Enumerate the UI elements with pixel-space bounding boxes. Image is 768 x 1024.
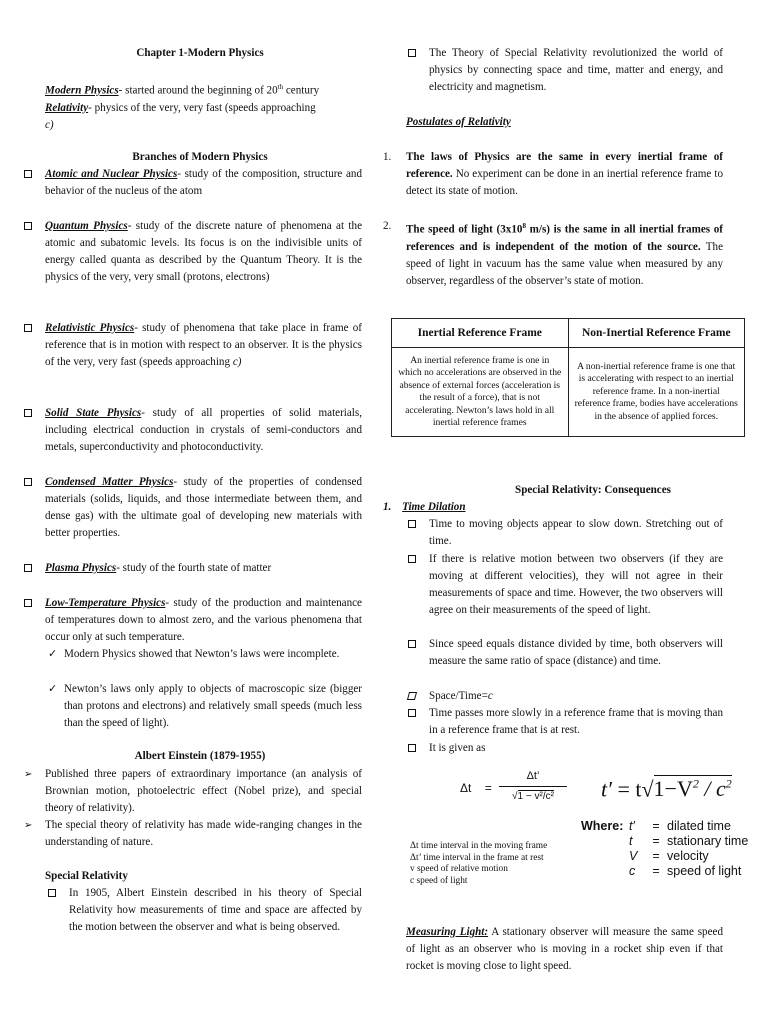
branch-plasma <box>24 560 362 577</box>
where-row <box>629 819 764 834</box>
table-cell: A non-inertial reference frame is one that is accelerating with respect to an inertial reference frame. In a non-inertial reference frame, bodies have accelerations in the absence of applied forces. <box>568 348 745 437</box>
branch-term: Atomic and Nuclear Physics <box>45 168 178 180</box>
time-dilation-number: 1. <box>383 501 392 513</box>
chapter-title: Chapter 1-Modern Physics <box>136 47 264 59</box>
modern-physics-definition <box>45 79 365 134</box>
branch-def: study of the properties of condensed materials (solids, liquids, and those intermediate between them, and dense gas) with the ultimate goal of developing new materials with better properties. <box>45 476 362 539</box>
einstein-point-text: Published three papers of extraordinary importance (an analysis of Brownian motion, photoelectric effect (Nobel prize), and special theory of relativity). <box>45 768 362 814</box>
checkbox-bullet-icon <box>408 640 416 648</box>
branch-def: study of the fourth state of matter <box>119 562 272 574</box>
where-row <box>629 864 764 879</box>
einstein-point-2 <box>24 817 362 851</box>
branch-term: Condensed Matter Physics <box>45 476 174 488</box>
branch-term: Quantum Physics <box>45 220 128 232</box>
where-label: Where: <box>581 819 624 833</box>
td-item-1 <box>408 516 723 550</box>
measuring-light-text: A stationary observer will measure the same speed of light as an observer who is moving in a rocket ship even if that rocket is moving close to light speed. <box>406 926 723 972</box>
modern-physics-term: Modern Physics <box>45 84 119 97</box>
einstein-heading: Albert Einstein (1879-1955) <box>134 750 266 762</box>
where-desc: speed of light <box>667 864 742 878</box>
where-row <box>629 834 764 849</box>
table-header: Non-Inertial Reference Frame <box>568 319 745 348</box>
td-item-text: Time passes more slowly in a reference frame that is moving than in a reference frame that is at rest. <box>429 707 723 736</box>
postulates-heading: Postulates of Relativity <box>406 116 511 128</box>
fraction-bar <box>499 786 567 787</box>
postulate-number: 1. <box>383 151 392 163</box>
td-item-3 <box>408 636 723 670</box>
einstein-point-text: The special theory of relativity has made wide-ranging changes in the understanding of nature. <box>45 819 362 848</box>
td-item-5 <box>408 705 723 739</box>
td-item-c: c <box>487 690 493 702</box>
branch-sep: - <box>141 407 145 419</box>
check-item-2 <box>48 681 362 732</box>
checkbox-bullet-icon <box>24 478 32 486</box>
branch-sep: - <box>116 562 120 574</box>
measuring-light <box>406 924 723 975</box>
formula-equals: = <box>484 781 492 795</box>
einstein-point-1 <box>24 766 362 817</box>
where-symbol: t′ <box>629 819 635 833</box>
ordinal-sup: th <box>277 83 284 91</box>
branch-atomic-nuclear <box>24 166 362 200</box>
formula-fraction <box>499 768 567 805</box>
checkbox-bullet-icon <box>408 709 416 717</box>
frames-table <box>391 318 745 437</box>
modern-physics-def: - started around the beginning of 20 <box>118 84 278 97</box>
time-dilation-title: Time Dilation <box>402 501 466 513</box>
check-item-text: Newton’s laws only apply to objects of macroscopic size (bigger than protons and electrons) and relatively small speeds (much less than the speed of light). <box>64 683 362 729</box>
formula-lhs <box>460 780 492 797</box>
measuring-light-term: Measuring Light: <box>406 926 489 938</box>
checkbox-bullet-icon <box>24 599 32 607</box>
special-relativity-heading: Special Relativity <box>45 870 128 882</box>
legend-line: c speed of light <box>410 875 468 886</box>
branch-def: study of all properties of solid materials, including electrical conduction in crystals of semi-conductors and metals, superconductivity and photoconductivity. <box>45 407 362 453</box>
td-item-4 <box>408 688 723 705</box>
table-header: Inertial Reference Frame <box>392 319 569 348</box>
branch-sep: - <box>165 597 170 609</box>
time-dilation-formula-figure <box>405 766 760 896</box>
relativity-term: Relativity <box>45 101 89 114</box>
branch-relativistic <box>24 320 362 371</box>
where-eq: = <box>652 819 660 833</box>
checkbox-bullet-icon <box>24 409 32 417</box>
postulate-bold: The speed of light (3x10 <box>406 223 523 236</box>
branch-def: study of phenomena that take place in frame of reference that is in motion with respect to an observer. It is the physics of the very, very fast (speeds approaching <box>45 322 362 368</box>
branch-term: Relativistic Physics <box>45 322 135 334</box>
intro-item <box>408 45 723 96</box>
check-item-1 <box>48 646 362 663</box>
postulate-rest: The speed of light in vacuum has the same value when measured by any observer, regardless of the observer’s state of motion. <box>406 240 723 287</box>
table-cell: An inertial reference frame is one in which no accelerations are observed in the absence of external forces (acceleration is the result of a force), that is not accelerating. Newton’s laws hold in all inertial reference frames <box>392 348 569 437</box>
formula-legend <box>410 841 585 887</box>
legend-line: Δt’ time interval in the frame at rest <box>410 852 544 863</box>
where-row <box>629 849 764 864</box>
relativity-def: - physics of the very, very fast (speeds approaching <box>88 101 316 114</box>
big-formula-tail: / c <box>698 776 726 802</box>
branch-def: study of the composition, structure and behavior of the nucleus of the atom <box>45 168 362 197</box>
checkmark-icon: ✓ <box>48 683 58 695</box>
legend-line: v speed of relative motion <box>410 864 508 874</box>
where-symbol: V <box>629 849 638 863</box>
branch-quantum <box>24 218 362 286</box>
checkbox-bullet-icon <box>407 692 417 700</box>
check-item-text: Modern Physics showed that Newton’s laws were incomplete. <box>64 648 340 660</box>
branch-sep: - <box>177 168 181 180</box>
frames-table-wrap <box>391 318 745 437</box>
branch-def: study of the discrete nature of phenomena at the atomic and subatomic levels. Its focus is on the indivisible units of energy called quanta as described by the Quantum Theory. It is the physics of the very, very small (protons, electrons) <box>45 220 362 283</box>
td-item-text: Since speed equals distance divided by time, both observers will measure the same ratio of space (distance) and time. <box>429 638 723 667</box>
time-dilation-heading <box>383 499 466 516</box>
sqrt-icon: √ <box>512 791 518 802</box>
where-desc: stationary time <box>667 834 749 848</box>
big-formula-eq: = t <box>611 776 642 802</box>
formula-delta-t: Δt <box>460 781 472 795</box>
big-formula-lhs: t′ <box>601 776 612 802</box>
checkbox-bullet-icon <box>24 564 32 572</box>
branch-low-temperature <box>24 595 362 646</box>
table-header-row <box>392 319 745 348</box>
checkbox-bullet-icon <box>24 222 32 230</box>
branch-solid-state <box>24 405 362 456</box>
checkbox-bullet-icon <box>408 49 416 57</box>
postulate-2 <box>383 218 723 290</box>
where-symbol: c <box>629 864 636 878</box>
postulate-rest: No experiment can be done in an inertial reference frame to detect its state of motion. <box>406 168 723 197</box>
where-desc: velocity <box>667 849 709 863</box>
where-desc: dilated time <box>667 819 731 833</box>
postulate-bold: The laws of Physics are the same in every inertial frame of reference. <box>406 151 723 180</box>
big-formula-sup: 2 <box>692 777 699 791</box>
branch-sep: - <box>134 322 138 334</box>
branch-term: Plasma Physics <box>45 562 117 574</box>
postulate-number: 2. <box>383 220 392 232</box>
big-sqrt-icon: √ <box>641 776 654 802</box>
checkbox-bullet-icon <box>408 744 416 752</box>
td-item-6 <box>408 740 723 757</box>
special-relativity-item <box>48 885 362 936</box>
formula-denominator: 1 − v²/c² <box>517 791 554 802</box>
checkmark-icon: ✓ <box>48 648 58 660</box>
branch-condensed-matter <box>24 474 362 542</box>
postulate-bold: m/s) is the same in all inertial frames of references and is independent of the motion of the source. <box>406 223 723 253</box>
td-item-text: It is given as <box>429 742 486 754</box>
branch-def-c: c) <box>232 356 242 368</box>
relativity-c: c) <box>45 118 54 131</box>
td-item-2 <box>408 551 723 619</box>
td-item-text: Space/Time= <box>429 690 488 702</box>
exponent: 8 <box>522 222 526 230</box>
checkbox-bullet-icon <box>408 520 416 528</box>
branch-sep: - <box>127 220 132 232</box>
big-formula <box>601 770 732 803</box>
td-item-text: If there is relative motion between two observers (if they are moving at different velocities), they will not agree in their measurements of space and time. However, the two observers will agree on their measurements of the speed of light. <box>429 553 723 616</box>
special-relativity-text: In 1905, Albert Einstein described in his theory of Special Relativity how measurements of time and space are affected by the motion between the observer and what is being observed. <box>69 887 362 933</box>
branch-term: Low-Temperature Physics <box>45 597 166 609</box>
checkbox-bullet-icon <box>408 555 416 563</box>
table-row <box>392 348 745 437</box>
consequences-heading: Special Relativity: Consequences <box>515 484 671 496</box>
td-item-text: Time to moving objects appear to slow down. Stretching out of time. <box>429 518 723 547</box>
checkbox-bullet-icon <box>24 170 32 178</box>
postulate-1 <box>383 149 723 200</box>
where-rows <box>629 819 764 879</box>
big-formula-sup2: 2 <box>725 777 732 791</box>
intro-text: The Theory of Special Relativity revolutionized the world of physics by connecting space and time, matter and energy, and electricity and magnetism. <box>429 47 723 93</box>
branches-heading: Branches of Modern Physics <box>132 151 268 163</box>
branch-def: study of the production and maintenance of temperatures down to almost zero, and the various phenomena that occur only at such temperature. <box>45 597 362 643</box>
checkbox-bullet-icon <box>24 324 32 332</box>
where-eq: = <box>652 849 660 863</box>
formula-numerator: Δt’ <box>526 770 540 782</box>
where-eq: = <box>652 834 660 848</box>
legend-line: Δt time interval in the moving frame <box>410 841 548 851</box>
branch-sep: - <box>173 476 178 488</box>
big-formula-radicand: 1−V <box>653 776 693 802</box>
arrow-bullet-icon: ➢ <box>24 820 33 831</box>
modern-physics-def-end: century <box>283 84 320 97</box>
where-symbol: t <box>629 834 633 848</box>
arrow-bullet-icon: ➢ <box>24 769 33 780</box>
where-eq: = <box>652 864 660 878</box>
branch-term: Solid State Physics <box>45 407 142 419</box>
checkbox-bullet-icon <box>48 889 56 897</box>
